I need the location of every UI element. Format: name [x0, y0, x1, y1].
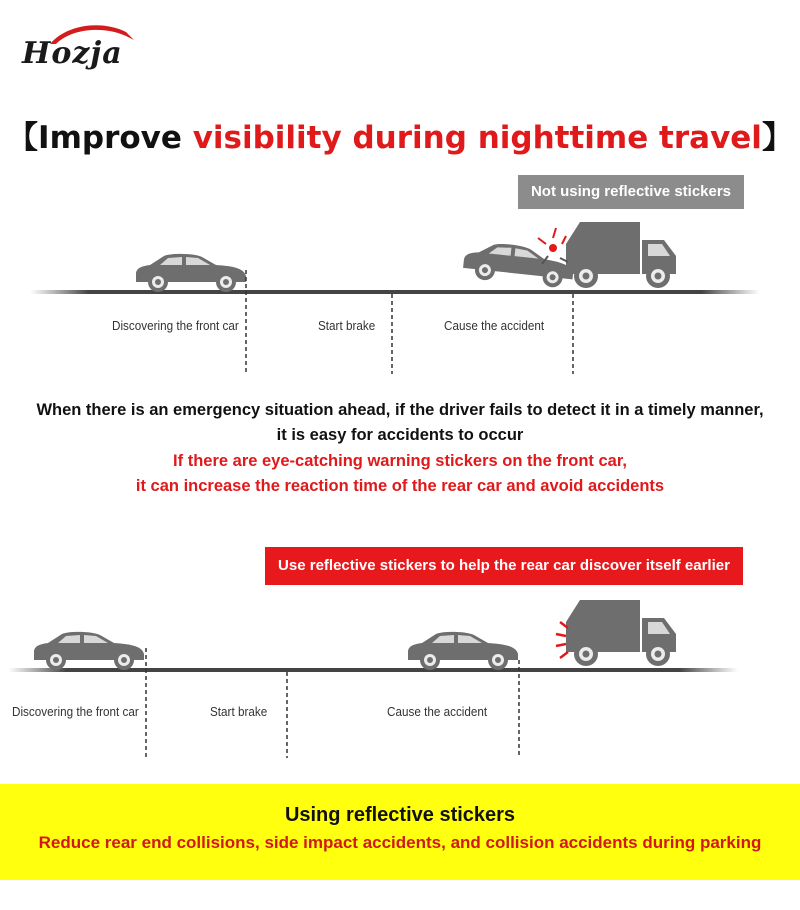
- rear-car-icon-2: [34, 632, 144, 670]
- rear-car-icon-1: [136, 254, 246, 292]
- title-part1: Improve: [38, 120, 193, 156]
- label-accident-1: Cause the accident: [444, 318, 545, 333]
- footer-subtitle: Reduce rear end collisions, side impact accidents, and collision accidents during parking: [38, 833, 762, 852]
- label-discover-1: Discovering the front car: [112, 318, 239, 333]
- road-line-1: [30, 290, 760, 294]
- title-bracket-close: 】: [761, 120, 793, 156]
- front-truck-icon-2: [566, 600, 676, 666]
- message-line-2: it is easy for accidents to occur: [276, 426, 524, 444]
- front-truck-icon-1: [566, 222, 676, 288]
- logo-text: Hozja: [22, 36, 123, 71]
- label-accident-2: Cause the accident: [387, 704, 488, 719]
- title-part2: visibility during nighttime travel: [192, 120, 762, 156]
- badge-use-stickers: Use reflective stickers to help the rear car discover itself earlier: [265, 547, 743, 585]
- label-brake-2: Start brake: [210, 704, 268, 719]
- footer-band: [0, 784, 800, 880]
- footer-title: Using reflective stickers: [284, 804, 516, 826]
- message-line-3: If there are eye-catching warning stickers on the front car,: [173, 452, 627, 470]
- label-discover-2: Discovering the front car: [12, 704, 139, 719]
- label-brake-1: Start brake: [318, 318, 376, 333]
- badge-no-stickers: Not using reflective stickers: [518, 175, 744, 209]
- title-bracket-open: 【: [7, 120, 39, 156]
- message-line-1: When there is an emergency situation ahead, if the driver fails to detect it in a timely manner,: [36, 401, 764, 419]
- message-line-4: it can increase the reaction time of the rear car and avoid accidents: [135, 477, 665, 495]
- middle-car-icon-2: [408, 632, 518, 670]
- road-line-2: [8, 668, 738, 672]
- crashing-car-icon: [462, 240, 575, 289]
